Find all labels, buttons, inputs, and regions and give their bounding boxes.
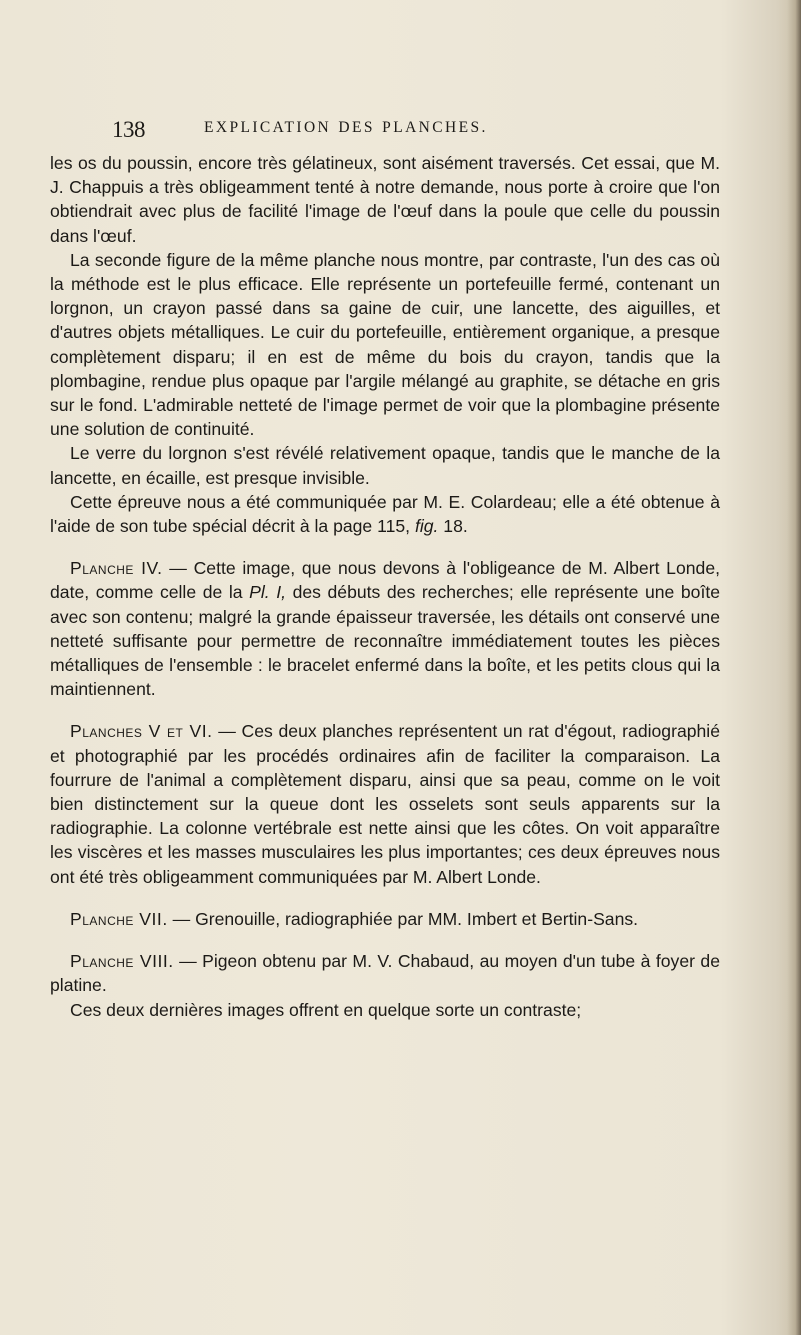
paragraph-planche-iv <box>50 556 720 701</box>
plate-label: Planches V et VI. <box>70 721 213 742</box>
paragraph-text: les os du poussin, encore très gélatineux, sont aisément traversés. Cet essai, que M. J. Chappuis a très obligeamment tenté à notre demande, nous porte à croire que l'on obtiendrait avec plus de facilité l'image de l'œuf dans la poule que celle du poussin dans l'œuf. <box>50 153 720 246</box>
page-number: 138 <box>112 117 145 142</box>
paragraph-text: — Grenouille, radiographiée par MM. Imbert et Bertin-Sans. <box>167 908 639 929</box>
paragraph-planche-viii <box>50 949 720 997</box>
plate-label: Planche VII. <box>70 908 168 929</box>
paragraph-contraste <box>50 998 720 1022</box>
plate-reference: Pl. I, <box>249 582 286 603</box>
running-title: EXPLICATION DES PLANCHES. <box>204 119 488 136</box>
paragraph-text: — Pigeon obtenu par M. V. Chabaud, au moyen d'un tube à foyer de platine. <box>50 951 720 996</box>
paragraph-text: des débuts des recherches; elle représente une boîte avec son contenu; malgré la grande épaisseur traversée, les détails ont conservé une netteté suffisante pour permettre de reconnaître immédiatement toutes les pièces métalliques de l'ensemble : le bracelet enfermé dans la boîte, et les petits clous qui la maintiennent. <box>50 582 721 700</box>
paragraph-text: Le verre du lorgnon s'est révélé relativement opaque, tandis que le manche de la lancette, en écaille, est presque invisible. <box>50 443 720 488</box>
paragraph-text: Cette épreuve nous a été communiquée par M. E. Colardeau; elle a été obtenue à l'aide de son tube spécial décrit à la page 115, <box>50 491 720 537</box>
paragraph-text: — Ces deux planches représentent un rat d'égout, radiographié et photographié par les procédés ordinaires afin de faciliter la comparaison. La fourrure de l'animal a complètement disparu, ainsi que sa peau, comme on le voit bien distinctement sur la queue dont les osselets sont seuls apparents sur la radiographie. La colonne vertébrale est nette ainsi que les côtes. On voit apparaître les viscères et les masses musculaires les plus importantes; ces deux épreuves nous ont été très obligeamment communiquées par M. Albert Londe. <box>50 721 720 887</box>
paragraph-text: La seconde figure de la même planche nous montre, par contraste, l'un des cas où la méthode est le plus efficace. Elle représente un portefeuille fermé, contenant un lorgnon, un crayon passé dans sa gaine de cuir, une lancette, des aiguilles, et d'autres objets métalliques. Le cuir du portefeuille, entièrement organique, a presque complètement disparu; il en est de même du bois du crayon, tandis que la plombagine, rendue plus opaque par l'argile mélangé au graphite, se détache en gris sur le fond. L'admirable netteté de l'image permet de voir que la plombagine présente une solution de continuité. <box>50 249 720 440</box>
paragraph-planches-v-vi <box>50 719 720 888</box>
paragraph-text: Ces deux dernières images offrent en quelque sorte un contraste; <box>70 999 582 1020</box>
page-header <box>112 112 712 152</box>
plate-label: Planche VIII. <box>70 951 174 972</box>
paragraph-colardeau <box>50 490 720 538</box>
paragraph-lorgnon <box>50 441 720 489</box>
page-edge-shadow <box>787 0 801 1335</box>
body-text <box>50 151 720 1022</box>
figure-reference: fig. <box>414 516 439 537</box>
paragraph-text: — Cette image, que nous devons à l'obligeance de M. Albert Londe, date, comme celle de la <box>50 558 720 603</box>
paragraph-text: 18. <box>438 516 468 537</box>
paragraph-portefeuille <box>50 248 720 442</box>
plate-label: Planche IV. <box>70 558 163 579</box>
paragraph-planche-vii <box>50 907 720 931</box>
paragraph-poussin <box>50 151 720 248</box>
